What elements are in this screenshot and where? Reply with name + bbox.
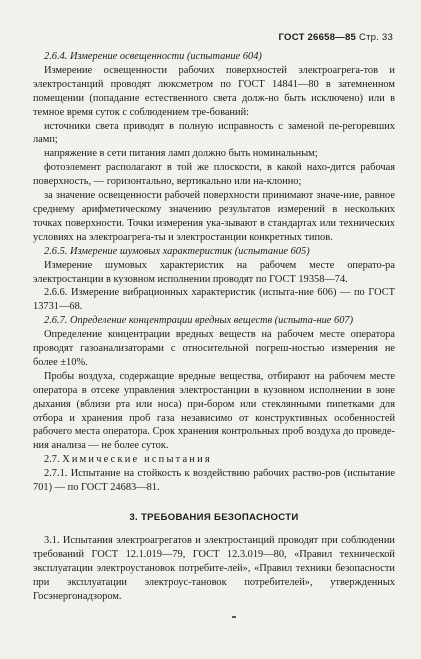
page-header [279,32,393,43]
paragraph-photocell: фотоэлемент располагают в той же плоскости, в какой нахо-дится рабочая поверхность, — горизонтально, вертикально или на-клонно; [33,162,395,188]
page-number: Стр. 33 [358,32,393,43]
section-title-safety: 3. ТРЕБОВАНИЯ БЕЗОПАСНОСТИ [129,512,299,523]
heading-2-7-title: Химические испытания [62,454,212,466]
heading-2-7: 2.7. Химические испытания [44,454,212,466]
paragraph-3-1: 3.1. Испытания электроагрегатов и электростанций проводят при соблюдении требований ГОСТ 12.1.019—79, ГОСТ 12.3.019—80, «Правил технической эксплуатации электроустановок потребите-лей», «Правил техники безопасности при эксплуатации электроус-тановок потребителей», утвержденных Госэнергонадзором. [33,534,395,602]
paragraph-illumination-value: за значение освещенности рабочей поверхности принимают значе-ние, равное среднему арифметическому значению результатов измерений в нескольких точках поверхности. Точки измерения ука-зывают в стандартах или технических условиях на электроагрега-ты и электростанции конкретных типов. [33,190,395,243]
paragraph-concentration: Определение концентрации вредных веществ на рабочем месте оператора проводят газоанализаторами с относительной погреш-ностью измерения не более ±10%. [33,329,395,368]
paragraph-light-sources: источники света приводят в полную исправность с заменой пе-регоревших ламп; [33,120,395,146]
paragraph-air-samples: Пробы воздуха, содержащие вредные вещества, отбирают на рабочем месте оператора в отсеке управления электростанции в кузовном исполнении в зоне дыхания (вблизи рта или носа) при-бором или стеклянными пипетками для отбора и хранения проб газа независимо от конструктивных особенностей рабочего места оператора. Срок хранения контрольных проб воздуха до проведе-ния анализа — не более суток. [33,370,395,452]
paragraph-2-7-1: 2.7.1. Испытание на стойкость к воздействию рабочих раство-ров (испытание 701) — по ГОСТ 24683—81. [33,468,395,494]
standard-number: ГОСТ 26658—85 [278,32,357,43]
heading-2-6-5: 2.6.5. Измерение шумовых характеристик (испытание 605) [44,245,310,257]
page-footer-mark [232,616,236,618]
paragraph-vibration: 2.6.6. Измерение вибрационных характеристик (испыта-ние 606) — по ГОСТ 13731—68. [33,287,395,313]
paragraph-voltage: напряжение в сети питания ламп должно быть номинальным; [44,148,318,160]
heading-2-6-4: 2.6.4. Измерение освещенности (испытание 604) [44,51,262,62]
heading-2-6-7: 2.6.7. Определение концентрации вредных веществ (испыта-ние 607) [44,315,354,327]
paragraph-illumination-method: Измерение освещенности рабочих поверхностей электроагрега-тов и электростанций проводят люксметром по ГОСТ 14841—80 в затемненном помещении (попадание естественного света долж-но быть исключено) или в темное время суток с соблюдением тре-бований: [33,64,395,118]
body-text [33,50,395,603]
paragraph-noise: Измерение шумовых характеристик на рабочем месте операто-ра электростанции в кузовном исполнении проводят по ГОСТ 19358—74. [33,259,395,285]
